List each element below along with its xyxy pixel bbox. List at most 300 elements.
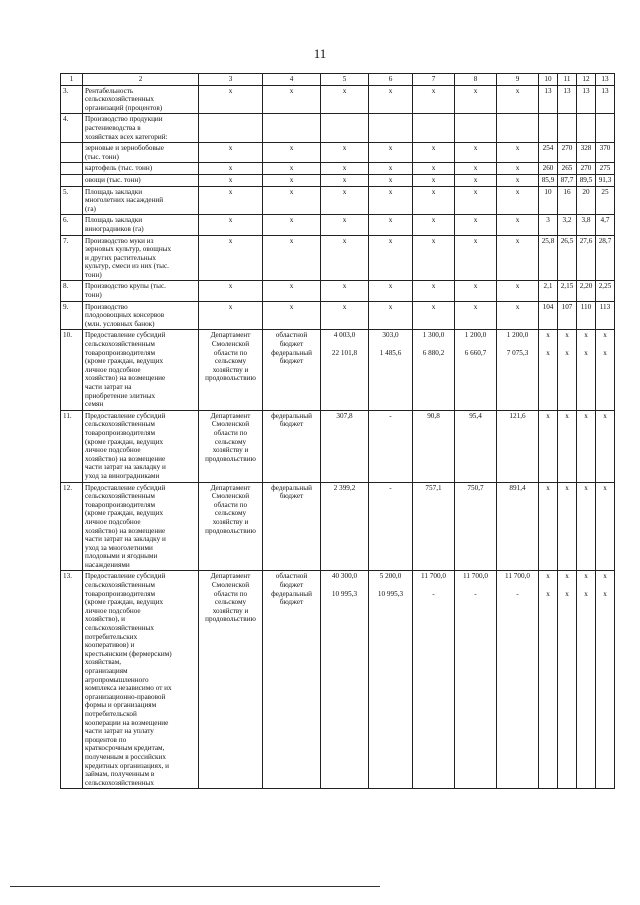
cell-value	[499, 340, 536, 349]
cell-value: х	[388, 86, 393, 95]
cell-value: х	[546, 411, 550, 420]
cell-c5	[321, 215, 369, 235]
cell-c13	[596, 410, 615, 482]
description-line: агропромышленного	[85, 675, 149, 684]
cell-value: х	[584, 411, 588, 420]
cell-value: 3	[546, 216, 550, 225]
cell-value: хозяйству и	[212, 517, 249, 526]
cell-c8	[455, 235, 497, 281]
cell-value: области по	[213, 589, 248, 598]
cell-value: бюджет	[279, 357, 304, 366]
description-line: кооперативов) и	[85, 641, 135, 650]
row-description	[83, 85, 199, 114]
cell-value: х	[388, 144, 393, 153]
cell-value: федеральный	[271, 483, 312, 492]
cell-value: х	[546, 331, 550, 340]
cell-c4	[263, 85, 321, 114]
cell-value: 11 700,0	[463, 572, 488, 581]
cell-c9	[497, 235, 539, 281]
row-description	[83, 410, 199, 482]
cell-value: х	[473, 86, 478, 95]
cell-value: х	[515, 86, 520, 95]
description-line: семян	[85, 400, 104, 409]
cell-value	[598, 340, 612, 349]
cell-value: 121,6	[509, 411, 526, 420]
cell-c6	[369, 215, 413, 235]
table-row	[61, 235, 615, 281]
row-description	[83, 482, 199, 571]
cell-c8	[455, 410, 497, 482]
cell-value: х	[603, 348, 607, 357]
header-cell: 9	[497, 74, 539, 86]
cell-value: х	[431, 216, 436, 225]
cell-value: х	[342, 216, 347, 225]
cell-c13	[596, 235, 615, 281]
cell-c7	[413, 114, 455, 143]
cell-value: 265	[561, 164, 573, 173]
cell-c4	[263, 186, 321, 215]
cell-c5	[321, 114, 369, 143]
row-description	[83, 186, 199, 215]
cell-c7	[413, 571, 455, 789]
cell-value: Смоленской	[211, 492, 250, 501]
cell-value: 275	[599, 164, 611, 173]
row-number	[61, 174, 83, 186]
cell-value: х	[388, 302, 393, 311]
cell-value: -	[432, 589, 435, 598]
header-cell: 6	[369, 74, 413, 86]
cell-c12	[577, 215, 596, 235]
cell-value: х	[228, 216, 233, 225]
cell-value: х	[289, 282, 294, 291]
cell-c11	[558, 235, 577, 281]
description-line: картофель (тыс. тонн)	[85, 164, 153, 173]
cell-value: -	[389, 411, 392, 420]
cell-value: 3,2	[562, 216, 572, 225]
description-line: полученным в российских	[85, 752, 166, 761]
cell-value: 254	[542, 144, 554, 153]
cell-value: 6 880,2	[422, 348, 445, 357]
cell-value: сельскому	[214, 598, 247, 607]
cell-value: 1 300,0	[422, 331, 445, 340]
cell-value: сельскому	[214, 509, 247, 518]
cell-value: 25,8	[541, 236, 555, 245]
cell-value: Смоленской	[211, 581, 250, 590]
cell-c4	[263, 215, 321, 235]
cell-c13	[596, 482, 615, 571]
cell-c3	[199, 482, 263, 571]
description-line: (кроме граждан, ведущих	[85, 598, 164, 607]
cell-value: х	[289, 175, 294, 184]
cell-value: х	[228, 86, 233, 95]
cell-value: Смоленской	[211, 340, 250, 349]
description-line: хозяйствах всех категорий:	[85, 132, 168, 141]
cell-c10	[539, 301, 558, 330]
cell-c13	[596, 163, 615, 175]
cell-c6	[369, 281, 413, 301]
cell-value: 891,4	[509, 483, 526, 492]
table-body	[61, 85, 615, 789]
description-line: личное подсобное	[85, 365, 141, 374]
description-line: хозяйство) на возмещение	[85, 526, 166, 535]
cell-value: х	[546, 589, 550, 598]
cell-c5	[321, 85, 369, 114]
cell-value: х	[546, 572, 550, 581]
description-line: зерновые и зернобобовые	[85, 144, 164, 153]
cell-c12	[577, 163, 596, 175]
cell-value: 10 995,3	[331, 589, 358, 598]
cell-value: х	[515, 282, 520, 291]
cell-value: х	[431, 175, 436, 184]
cell-c6	[369, 482, 413, 571]
cell-value: 87,7	[560, 175, 574, 184]
cell-value	[415, 340, 452, 349]
cell-value: х	[584, 589, 588, 598]
cell-c7	[413, 215, 455, 235]
cell-value: х	[473, 187, 478, 196]
cell-value: Департамент	[210, 572, 251, 581]
row-number: 11.	[61, 410, 83, 482]
cell-value: х	[431, 282, 436, 291]
cell-value: продовольствию	[205, 374, 256, 383]
cell-c13	[596, 186, 615, 215]
cell-value: 3,8	[581, 216, 591, 225]
description-line: организационно-правовой	[85, 692, 166, 701]
cell-value: 2,1	[543, 282, 553, 291]
row-description	[83, 571, 199, 789]
cell-c12	[577, 114, 596, 143]
row-description	[83, 163, 199, 175]
cell-c10	[539, 114, 558, 143]
cell-c12	[577, 143, 596, 163]
cell-c7	[413, 163, 455, 175]
cell-c4	[263, 301, 321, 330]
description-line: многолетних насаждений	[85, 196, 164, 205]
cell-c10	[539, 571, 558, 789]
cell-value: 110	[580, 302, 592, 311]
cell-c3	[199, 571, 263, 789]
description-line: растениеводства в	[85, 123, 141, 132]
cell-value: х	[565, 589, 569, 598]
cell-value: Смоленской	[211, 420, 250, 429]
row-description	[83, 301, 199, 330]
cell-value: х	[584, 572, 588, 581]
description-line: сельскохозяйственных	[85, 778, 154, 787]
cell-c3	[199, 330, 263, 410]
cell-value: 6 660,7	[464, 348, 487, 357]
table-row	[61, 174, 615, 186]
description-line: займам, полученным в	[85, 770, 155, 779]
table-row	[61, 85, 615, 114]
description-line: зерновых культур, овощных	[85, 245, 172, 254]
cell-value: 107	[561, 302, 573, 311]
description-line: уход за многолетними	[85, 543, 153, 552]
cell-c8	[455, 163, 497, 175]
cell-c7	[413, 482, 455, 571]
cell-c9	[497, 281, 539, 301]
cell-c10	[539, 163, 558, 175]
cell-c11	[558, 85, 577, 114]
cell-value: сельскому	[214, 437, 247, 446]
description-line: (кроме граждан, ведущих	[85, 357, 164, 366]
cell-value: х	[473, 144, 478, 153]
header-cell: 13	[596, 74, 615, 86]
program-table	[60, 73, 615, 789]
cell-c3	[199, 215, 263, 235]
cell-value: 1 485,6	[379, 348, 402, 357]
cell-value: х	[228, 282, 233, 291]
description-line: плодовыми и ягодными	[85, 552, 158, 561]
description-line: части затрат на закладку и	[85, 463, 166, 472]
cell-value: хозяйству и	[212, 606, 249, 615]
cell-c5	[321, 330, 369, 410]
cell-c6	[369, 143, 413, 163]
description-line: уход за виноградниками	[85, 471, 160, 480]
cell-value: 95,4	[469, 411, 482, 420]
row-number: 7.	[61, 235, 83, 281]
cell-c6	[369, 85, 413, 114]
table-row	[61, 143, 615, 163]
cell-value: х	[431, 86, 436, 95]
cell-value: х	[565, 331, 569, 340]
row-number: 9.	[61, 301, 83, 330]
cell-c10	[539, 143, 558, 163]
cell-value: х	[431, 302, 436, 311]
cell-c9	[497, 410, 539, 482]
cell-value: федеральный	[271, 589, 312, 598]
header-cell: 3	[199, 74, 263, 86]
row-number: 5.	[61, 186, 83, 215]
description-line: личное подсобное	[85, 517, 141, 526]
table-row	[61, 482, 615, 571]
cell-c10	[539, 281, 558, 301]
cell-value: 91,3	[598, 175, 612, 184]
description-line: организаций (процентов)	[85, 103, 163, 112]
cell-value: х	[603, 572, 607, 581]
cell-value: х	[473, 216, 478, 225]
cell-value: бюджет	[279, 581, 304, 590]
description-line: части затрат на уплату	[85, 727, 154, 736]
row-number: 4.	[61, 114, 83, 143]
cell-c4	[263, 571, 321, 789]
cell-c9	[497, 330, 539, 410]
cell-value: хозяйству и	[212, 365, 249, 374]
cell-c7	[413, 143, 455, 163]
cell-c8	[455, 114, 497, 143]
cell-value: х	[388, 236, 393, 245]
table-row	[61, 186, 615, 215]
cell-value: х	[603, 483, 607, 492]
description-line: личное подсобное	[85, 446, 141, 455]
cell-value: 10 995,3	[377, 589, 404, 598]
cell-c13	[596, 174, 615, 186]
cell-value: х	[289, 302, 294, 311]
description-line: хозяйствам,	[85, 658, 122, 667]
cell-c3	[199, 114, 263, 143]
cell-value: х	[584, 348, 588, 357]
cell-c4	[263, 482, 321, 571]
cell-c12	[577, 482, 596, 571]
cell-value: х	[565, 411, 569, 420]
cell-value: х	[431, 144, 436, 153]
cell-value: федеральный	[271, 411, 312, 420]
cell-value: 5 200,0	[379, 572, 402, 581]
cell-c9	[497, 482, 539, 571]
cell-value: 27,6	[579, 236, 593, 245]
cell-value: 26,5	[560, 236, 574, 245]
cell-value: 757,1	[425, 483, 442, 492]
cell-c4	[263, 163, 321, 175]
cell-value	[560, 581, 574, 590]
cell-c11	[558, 281, 577, 301]
cell-c12	[577, 235, 596, 281]
cell-c8	[455, 174, 497, 186]
description-line: и других растительных	[85, 253, 157, 262]
cell-c6	[369, 571, 413, 789]
cell-value: -	[474, 589, 477, 598]
cell-value: х	[342, 187, 347, 196]
cell-value: 11 700,0	[421, 572, 446, 581]
cell-value: 260	[542, 164, 554, 173]
cell-c9	[497, 174, 539, 186]
cell-value	[499, 581, 536, 590]
header-cell: 1	[61, 74, 83, 86]
cell-value: 270	[580, 164, 592, 173]
cell-c4	[263, 281, 321, 301]
cell-value: х	[515, 144, 520, 153]
cell-c11	[558, 114, 577, 143]
cell-value: сельскому	[214, 357, 247, 366]
cell-value: 25	[601, 187, 609, 196]
description-line: организациям	[85, 667, 128, 675]
description-line: кооперации на возмещение	[85, 718, 169, 727]
row-description	[83, 235, 199, 281]
cell-value	[541, 340, 555, 349]
cell-value: х	[603, 331, 607, 340]
cell-value: 307,8	[336, 411, 353, 420]
description-line: плодоовощных консервов	[85, 311, 165, 320]
cell-value: х	[431, 236, 436, 245]
table-row	[61, 410, 615, 482]
cell-c3	[199, 174, 263, 186]
cell-value: х	[342, 302, 347, 311]
cell-c3	[199, 143, 263, 163]
cell-c10	[539, 410, 558, 482]
cell-c3	[199, 281, 263, 301]
cell-value: 2 399,2	[333, 483, 356, 492]
table-row	[61, 163, 615, 175]
cell-c8	[455, 143, 497, 163]
cell-value: 10	[544, 187, 552, 196]
description-line: товаропроизводителям	[85, 428, 156, 437]
cell-value: Департамент	[210, 483, 251, 492]
description-line: процентов по	[85, 735, 127, 744]
description-line: краткосрочным кредитам,	[85, 744, 165, 753]
row-number: 13.	[61, 571, 83, 789]
cell-value: 13	[582, 86, 590, 95]
cell-value	[323, 581, 366, 590]
cell-value: х	[515, 302, 520, 311]
header-row	[61, 74, 615, 86]
cell-c9	[497, 215, 539, 235]
cell-value: продовольствию	[205, 615, 256, 624]
cell-value: х	[546, 483, 550, 492]
cell-c4	[263, 330, 321, 410]
cell-c6	[369, 186, 413, 215]
description-line: (млн. условных банок)	[85, 319, 155, 328]
cell-value: 303,0	[382, 331, 399, 340]
cell-c12	[577, 301, 596, 330]
cell-value: х	[228, 302, 233, 311]
cell-c7	[413, 174, 455, 186]
cell-value: федеральный	[271, 348, 312, 357]
description-line: овощи (тыс. тонн)	[85, 175, 141, 184]
cell-value: х	[228, 164, 233, 173]
cell-value: х	[289, 216, 294, 225]
row-number: 12.	[61, 482, 83, 571]
description-line: сельскохозяйственным	[85, 340, 155, 349]
cell-c10	[539, 85, 558, 114]
cell-value: 270	[561, 144, 573, 153]
cell-c9	[497, 143, 539, 163]
cell-c8	[455, 301, 497, 330]
cell-value: области по	[213, 500, 248, 509]
cell-value: хозяйству и	[212, 446, 249, 455]
cell-value: бюджет	[279, 492, 304, 501]
cell-value: 13	[544, 86, 552, 95]
cell-c3	[199, 163, 263, 175]
description-line: товаропроизводителям	[85, 348, 156, 357]
cell-c12	[577, 281, 596, 301]
row-number: 6.	[61, 215, 83, 235]
cell-c6	[369, 163, 413, 175]
cell-c3	[199, 410, 263, 482]
cell-c6	[369, 174, 413, 186]
cell-c5	[321, 143, 369, 163]
description-line: (га)	[85, 204, 96, 213]
description-line: товаропроизводителям	[85, 500, 156, 509]
cell-value: х	[342, 164, 347, 173]
cell-value: 1 200,0	[506, 331, 529, 340]
description-line: хозяйство) на возмещение	[85, 374, 166, 383]
cell-value: х	[388, 164, 393, 173]
header-cell: 2	[83, 74, 199, 86]
cell-value: х	[515, 216, 520, 225]
cell-c8	[455, 186, 497, 215]
cell-c7	[413, 410, 455, 482]
cell-value: Департамент	[210, 411, 251, 420]
cell-value	[371, 581, 410, 590]
cell-value: 4 003,0	[333, 331, 356, 340]
cell-value: х	[473, 175, 478, 184]
description-line: Предоставление субсидий	[85, 411, 166, 420]
cell-value: 113	[599, 302, 611, 311]
cell-value: х	[473, 164, 478, 173]
cell-value: 16	[563, 187, 571, 196]
cell-c13	[596, 330, 615, 410]
cell-value	[415, 581, 452, 590]
cell-c11	[558, 143, 577, 163]
cell-value: 104	[542, 302, 554, 311]
description-line: хозяйство) на возмещение	[85, 454, 166, 463]
cell-c9	[497, 301, 539, 330]
cell-c10	[539, 174, 558, 186]
description-line: приобретение элитных	[85, 391, 156, 400]
cell-c11	[558, 410, 577, 482]
description-line: комплекса независимо от их	[85, 684, 172, 693]
cell-value: х	[565, 572, 569, 581]
cell-value: Департамент	[210, 331, 251, 340]
